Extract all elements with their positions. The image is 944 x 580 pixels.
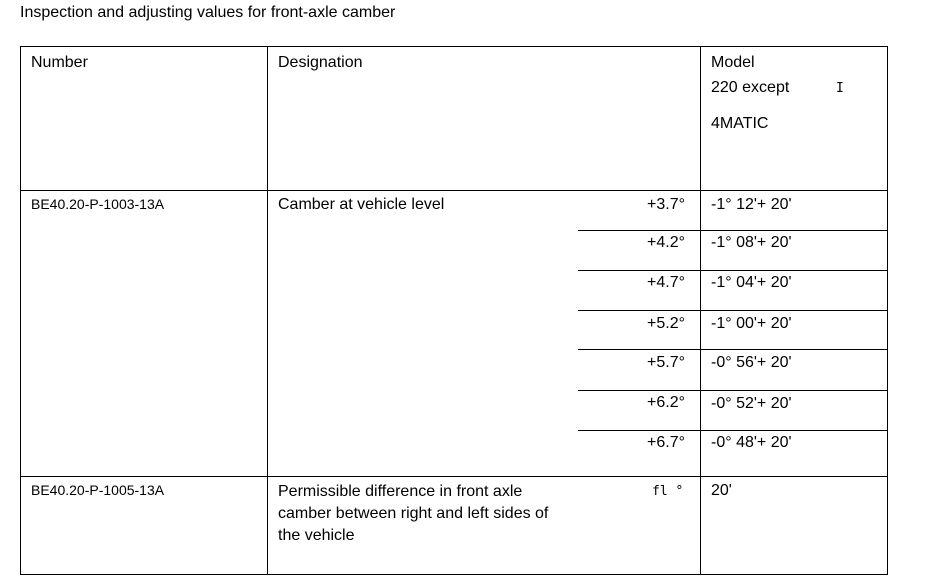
row-tolerance-symbol: fl ° xyxy=(652,484,684,499)
subrow-model-value: -0° 52'+ 20' xyxy=(711,395,792,412)
subrow-value: +6.2° xyxy=(647,394,685,411)
row-number: BE40.20-P-1005-13A xyxy=(31,482,165,498)
subrow-model-value: -1° 00'+ 20' xyxy=(711,315,792,332)
header-model-variant: 220 except xyxy=(711,79,790,96)
header-number: Number xyxy=(31,54,88,71)
subrow-value: +3.7° xyxy=(647,196,685,213)
subrow-divider xyxy=(578,390,888,391)
subrow-divider xyxy=(578,430,888,431)
header-designation: Designation xyxy=(278,54,363,71)
subrow-divider xyxy=(578,270,888,271)
subrow-model-value: -0° 48'+ 20' xyxy=(711,434,792,451)
table-border-bottom xyxy=(20,574,888,575)
subrow-value: +5.7° xyxy=(647,354,685,371)
row-designation: Camber at vehicle level xyxy=(278,196,445,213)
subrow-model-value: -1° 08'+ 20' xyxy=(711,234,792,251)
subrow-model-value: -1° 12'+ 20' xyxy=(711,196,792,213)
model-exception-symbol: I xyxy=(836,81,844,96)
subrow-divider xyxy=(578,230,888,231)
column-divider-1 xyxy=(267,46,268,575)
subrow-value: +4.7° xyxy=(647,274,685,291)
page-title: Inspection and adjusting values for front-axle camber xyxy=(20,4,396,21)
header-model-drive: 4MATIC xyxy=(711,115,769,132)
subrow-value: +6.7° xyxy=(647,434,685,451)
subrow-model-value: -0° 56'+ 20' xyxy=(711,354,792,371)
header-divider xyxy=(20,190,888,191)
row-model-value: 20' xyxy=(711,482,732,499)
subrow-model-value: -1° 04'+ 20' xyxy=(711,274,792,291)
table-border-left xyxy=(20,46,21,575)
subrow-value: +4.2° xyxy=(647,234,685,251)
subrow-value: +5.2° xyxy=(647,315,685,332)
row-number: BE40.20-P-1003-13A xyxy=(31,196,165,212)
subrow-divider xyxy=(578,349,888,350)
header-model: Model xyxy=(711,54,755,71)
row-designation: Permissible difference in front axle camber between right and left sides of the vehicle xyxy=(278,483,549,544)
row-divider xyxy=(20,476,888,477)
table-border-top xyxy=(20,46,888,47)
subrow-divider xyxy=(578,310,888,311)
